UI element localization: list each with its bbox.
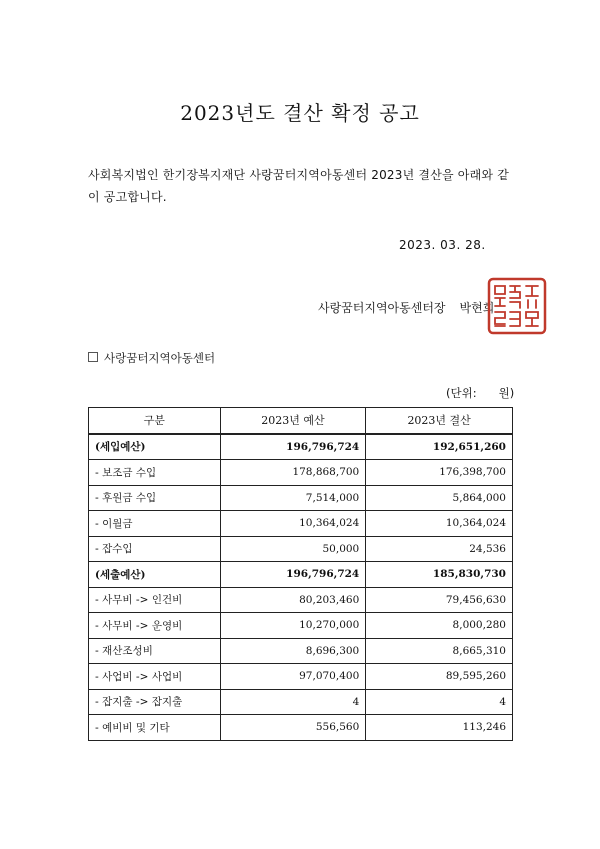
row-label: - 이월금: [89, 511, 221, 537]
row-label: - 잡수입: [89, 536, 221, 562]
checkbox-square-icon: [88, 352, 98, 362]
row-settlement: 185,830,730: [366, 562, 513, 588]
row-label: - 사업비 -> 사업비: [89, 664, 221, 690]
row-label: (세출예산): [89, 562, 221, 588]
row-budget: 178,868,700: [220, 460, 366, 486]
budget-table: [88, 407, 513, 741]
table-row: [89, 587, 513, 613]
row-settlement: 5,864,000: [366, 485, 513, 511]
row-budget: 196,796,724: [220, 562, 366, 588]
row-label: (세입예산): [89, 434, 221, 460]
row-settlement: 24,536: [366, 536, 513, 562]
row-settlement: 113,246: [366, 715, 513, 741]
table-header-row: [89, 408, 513, 434]
table-row: [89, 638, 513, 664]
row-budget: 50,000: [220, 536, 366, 562]
table-row: [89, 536, 513, 562]
section-label: 사랑꿈터지역아동센터: [104, 351, 216, 365]
table-row: [89, 562, 513, 588]
row-label: - 잡지출 -> 잡지출: [89, 689, 221, 715]
row-label: - 재산조성비: [89, 638, 221, 664]
table-row: [89, 511, 513, 537]
header-budget: 2023년 예산: [220, 408, 366, 434]
signer-title: 사랑꿈터지역아동센터장: [318, 301, 446, 315]
row-budget: 7,514,000: [220, 485, 366, 511]
row-budget: 10,364,024: [220, 511, 366, 537]
row-settlement: 10,364,024: [366, 511, 513, 537]
unit-note: [446, 385, 514, 401]
table-row: [89, 689, 513, 715]
intro-paragraph: 사회복지법인 한기장복지재단 사랑꿈터지역아동센터 2023년 결산을 아래와 같이 공고합니다.: [88, 168, 509, 204]
header-settlement: 2023년 결산: [366, 408, 513, 434]
table-row: [89, 664, 513, 690]
row-settlement: 89,595,260: [366, 664, 513, 690]
table-row: [89, 434, 513, 460]
row-label: - 사무비 -> 인건비: [89, 587, 221, 613]
row-budget: 10,270,000: [220, 613, 366, 639]
row-budget: 8,696,300: [220, 638, 366, 664]
page-title: 2023년도 결산 확정 공고: [180, 101, 420, 125]
table-row: [89, 613, 513, 639]
header-category: 구분: [89, 408, 221, 434]
announcement-date: 2023. 03. 28.: [399, 238, 486, 252]
signer-name: 박현희: [459, 301, 495, 315]
row-settlement: 4: [366, 689, 513, 715]
row-label: - 후원금 수입: [89, 485, 221, 511]
row-settlement: 79,456,630: [366, 587, 513, 613]
official-seal-icon: [486, 276, 548, 336]
table-row: [89, 460, 513, 486]
row-budget: 97,070,400: [220, 664, 366, 690]
table-row: [89, 485, 513, 511]
row-settlement: 8,665,310: [366, 638, 513, 664]
row-settlement: 192,651,260: [366, 434, 513, 460]
row-budget: 196,796,724: [220, 434, 366, 460]
signer-line: [318, 299, 494, 316]
unit-label: (단위:: [446, 386, 477, 400]
row-label: - 예비비 및 기타: [89, 715, 221, 741]
row-budget: 4: [220, 689, 366, 715]
unit-value: 원): [498, 386, 515, 400]
section-heading: [88, 350, 215, 366]
row-label: - 보조금 수입: [89, 460, 221, 486]
row-settlement: 8,000,280: [366, 613, 513, 639]
row-budget: 556,560: [220, 715, 366, 741]
row-settlement: 176,398,700: [366, 460, 513, 486]
row-label: - 사무비 -> 운영비: [89, 613, 221, 639]
table-row: [89, 715, 513, 741]
row-budget: 80,203,460: [220, 587, 366, 613]
